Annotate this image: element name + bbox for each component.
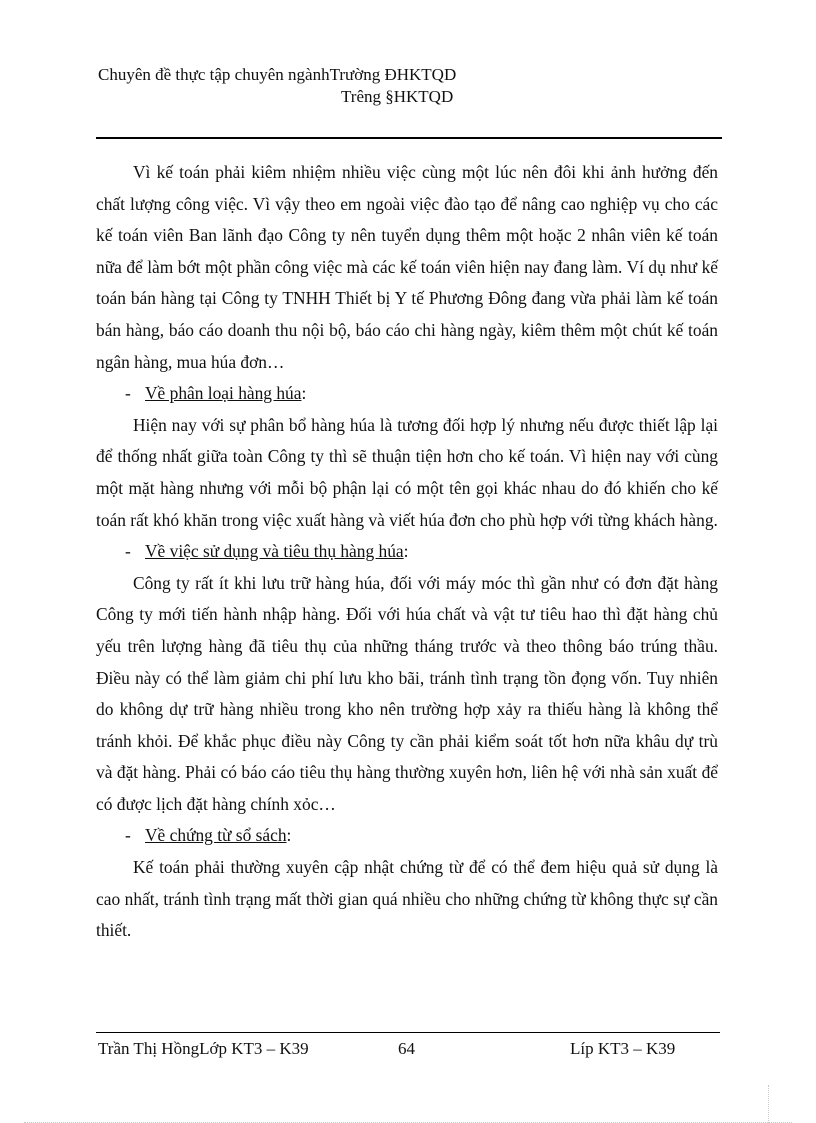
- paragraph-4: Kế toán phải thường xuyên cập nhật chứng từ để có thể đem hiệu quả sử dụng là cao nhất, tránh tình trạng mất thời gian quá nhiều cho những chứng từ không thực sự cần thiết.: [96, 857, 718, 941]
- header-rule: [96, 137, 722, 139]
- footer-rule: [96, 1032, 720, 1033]
- page-boundary-marker: [768, 1085, 769, 1123]
- document-body: [96, 157, 718, 947]
- header-subtitle: Trêng §HKTQD: [341, 87, 454, 106]
- section-heading-1: [96, 378, 718, 410]
- section-title-3: Về chứng từ sổ sách: [145, 825, 287, 846]
- section-colon: :: [403, 541, 409, 562]
- bullet-dash: -: [125, 541, 131, 562]
- section-heading-2: [96, 536, 718, 568]
- section-colon: :: [286, 825, 292, 846]
- footer-author: Trần Thị HồngLớp KT3 – K39: [98, 1039, 309, 1058]
- paragraph-2: Hiện nay với sự phân bổ hàng húa là tương đối hợp lý nhưng nếu được thiết lập lại để thống nhất giữa toàn Công ty thì sẽ thuận tiện hơn cho kế toán. Vì hiện nay với cùng một mặt hàng nhưng với mỗi bộ phận lại có một tên gọi khác nhau do đó khiến cho kế toán rất khó khăn trong việc xuất hàng và viết húa đơn cho phù hợp với từng khách hàng.: [96, 414, 718, 530]
- page-number: 64: [398, 1039, 415, 1058]
- paragraph-3: Công ty rất ít khi lưu trữ hàng húa, đối với máy móc thì gần như có đơn đặt hàng Công ty mới tiến hành nhập hàng. Đối với húa chất và vật tư tiêu hao thì đặt hàng chủ yếu trên lượng hàng đã tiêu thụ của những tháng trước và theo thông báo trúng thầu. Điều này có thể làm giảm chi phí lưu kho bãi, tránh tình trạng tồn đọng vốn. Tuy nhiên do không dự trữ hàng nhiều trong kho nên trường hợp xảy ra thiếu hàng là không thể tránh khỏi. Để khắc phục điều này Công ty cần phải kiểm soát tốt hơn nữa khâu dự trù và đặt hàng. Phải có báo cáo tiêu thụ hàng thường xuyên hơn, liên hệ với nhà sản xuất để có được lịch đặt hàng chính xỏc…: [96, 572, 718, 814]
- section-title-2: Về việc sử dụng và tiêu thụ hàng húa: [145, 541, 404, 562]
- section-title-1: Về phân loại hàng húa: [145, 383, 302, 404]
- section-heading-3: [96, 820, 718, 852]
- section-colon: :: [301, 383, 307, 404]
- bullet-dash: -: [125, 825, 131, 846]
- bullet-dash: -: [125, 383, 131, 404]
- page-header: [98, 64, 718, 108]
- header-title: Chuyên đề thực tập chuyên ngànhTrường ĐHKTQD: [98, 65, 457, 84]
- footer-class: Líp KT3 – K39: [570, 1039, 676, 1058]
- paragraph-1: Vì kế toán phải kiêm nhiệm nhiều việc cùng một lúc nên đôi khi ảnh hưởng đến chất lượng công việc. Vì vậy theo em ngoài việc đào tạo để nâng cao nghiệp vụ cho các kế toán viên Ban lãnh đạo Công ty nên tuyển dụng thêm một hoặc 2 nhân viên kế toán nữa để làm bớt một phần công việc mà các kế toán viên hiện nay đang làm. Ví dụ như kế toán bán hàng tại Công ty TNHH Thiết bị Y tế Phương Đông đang vừa phải làm kế toán bán hàng, báo cáo doanh thu nội bộ, báo cáo chi hàng ngày, kiêm thêm một chút kế toán ngân hàng, mua húa đơn…: [96, 162, 718, 372]
